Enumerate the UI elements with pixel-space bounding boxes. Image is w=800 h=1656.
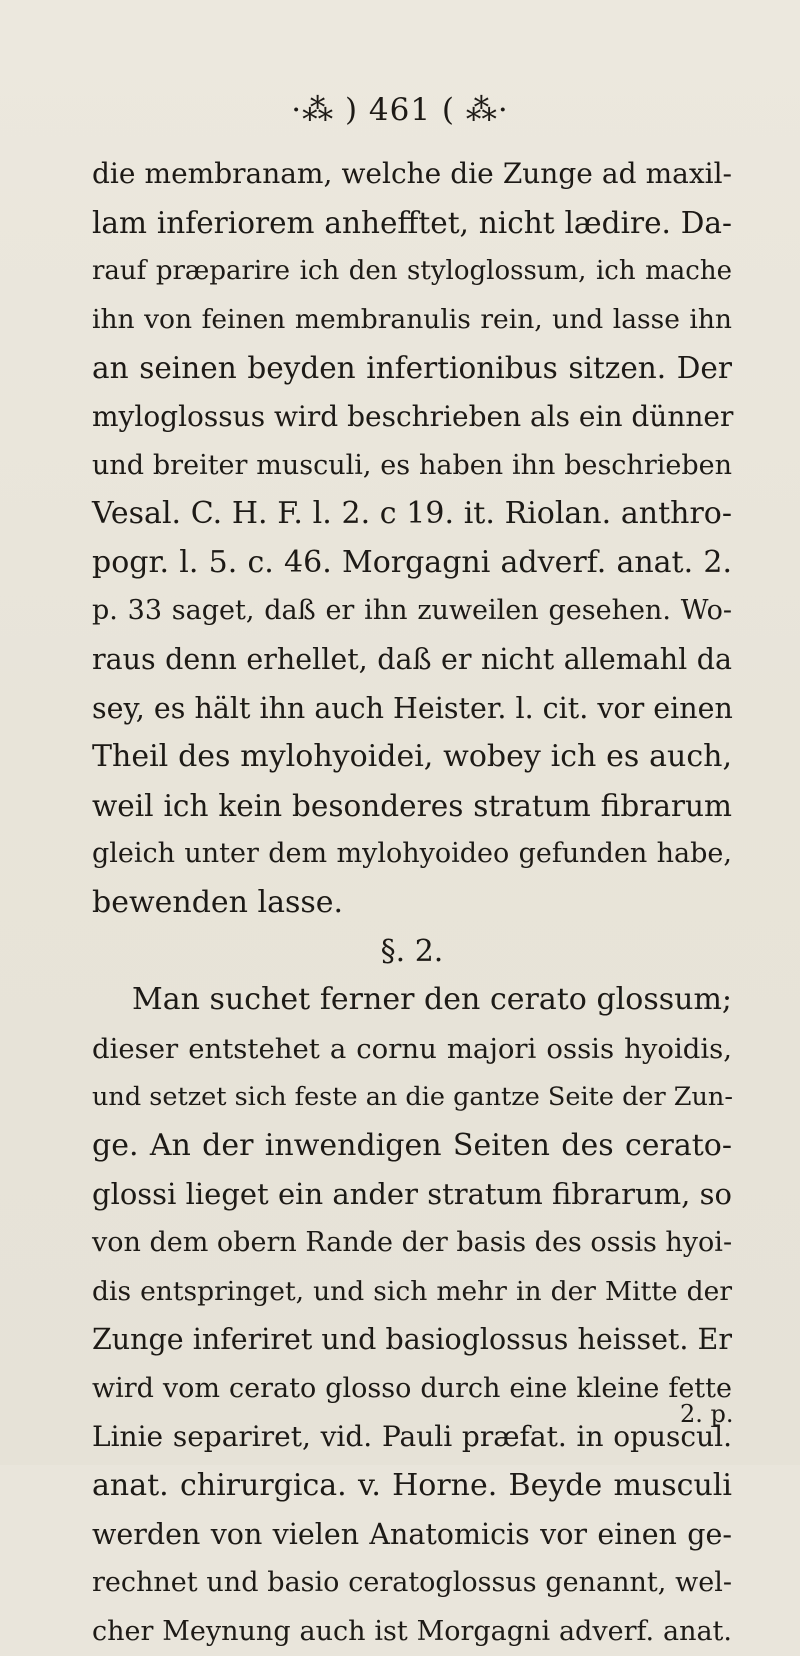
page-body [92, 150, 732, 1656]
text-line: von dem obern Rande der basis des ossis hyoi- [92, 1227, 733, 1259]
text-line: pogr. l. 5. c. 46. Morgagni adverf. anat. 2. [92, 544, 732, 580]
text-line: werden von vielen Anatomicis vor einen ge- [92, 1517, 732, 1551]
text-line: myloglossus wird beschrieben als ein dünner [92, 399, 734, 433]
text-line: und breiter musculi, es haben ihn beschrieben [92, 449, 732, 481]
text-line: Zunge inferiret und basioglossus heisset. Er [92, 1323, 732, 1357]
text-line: lam inferiorem anhefftet, nicht lædire. Da- [92, 205, 732, 240]
text-line: cher Meynung auch ist Morgagni adverf. anat. [92, 1615, 732, 1647]
text-line: Linie separiret, vid. Pauli præfat. in opuscul. [92, 1420, 732, 1454]
text-line: rauf præparire ich den styloglossum, ich mache [92, 256, 732, 287]
text-line: bewenden lasse. [92, 884, 344, 920]
page-header [0, 92, 800, 128]
text-line: raus denn erhellet, daß er nicht allemahl da [92, 642, 732, 676]
text-line: gleich unter dem mylohyoideo gefunden habe, [92, 838, 732, 870]
catchword: 2. p. [680, 1400, 734, 1428]
text-line: Vesal. C. H. F. l. 2. c 19. it. Riolan. anthro- [92, 496, 732, 532]
text-line: p. 33 saget, daß er ihn zuweilen gesehen. Wo- [92, 595, 732, 627]
page-number-header: ·⁂ ) 461 ( ⁂· [291, 92, 509, 128]
text-line: rechnet und basio ceratoglossus genannt, wel- [92, 1567, 732, 1599]
text-line: sey, es hält ihn auch Heister. l. cit. vor einen [92, 691, 733, 725]
text-line: weil ich kein besonderes stratum fibrarum [92, 788, 732, 823]
text-line: Theil des mylohyoidei, wobey ich es auch, [92, 739, 732, 775]
text-line: wird vom cerato glosso durch eine kleine fette [92, 1372, 732, 1404]
section-heading: §. 2. [380, 933, 444, 969]
text-line: dis entspringet, und sich mehr in der Mitte der [92, 1275, 732, 1307]
text-line: anat. chirurgica. v. Horne. Beyde musculi [92, 1468, 732, 1504]
text-line: dieser entstehet a cornu majori ossis hyoidis, [92, 1032, 732, 1065]
text-line: ihn von feinen membranulis rein, und lasse ihn [92, 303, 732, 335]
text-line: ge. An der inwendigen Seiten des cerato- [92, 1127, 732, 1163]
text-line: die membranam, welche die Zunge ad maxil- [92, 157, 732, 190]
text-line: Man suchet ferner den cerato glossum; [132, 982, 732, 1018]
text-line: glossi lieget ein ander stratum fibrarum, so [92, 1177, 732, 1212]
text-line: an seinen beyden infertionibus sitzen. Der [92, 351, 732, 386]
text-line: und setzet sich feste an die gantze Seite der Zun- [92, 1082, 733, 1113]
